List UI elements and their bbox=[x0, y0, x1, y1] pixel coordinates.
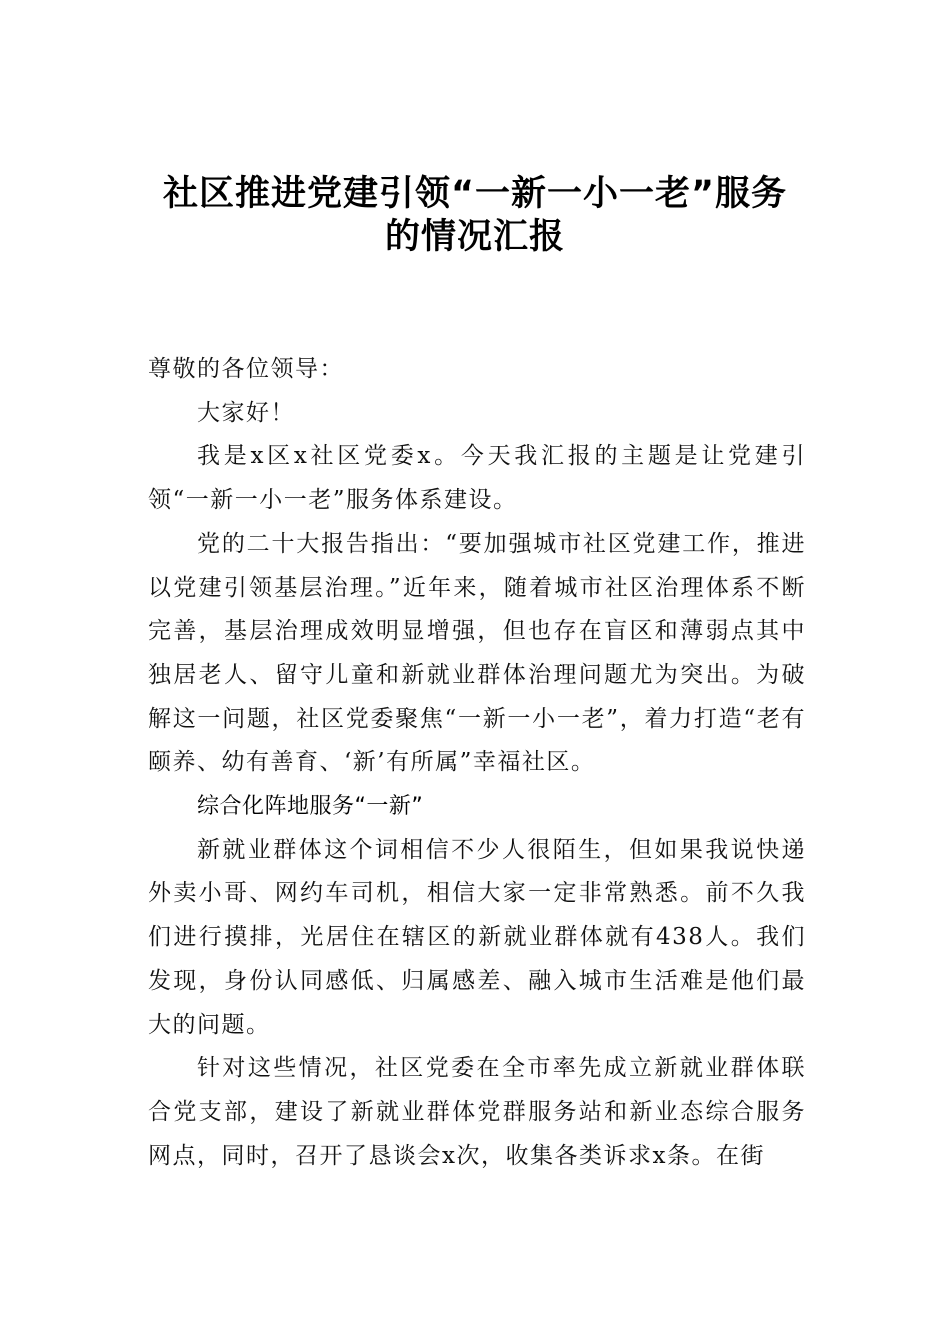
salutation: 尊敬的各位领导： bbox=[148, 356, 344, 382]
paragraph-introduction: 我是x区x社区党委x。今天我汇报的主题是让党建引领“一新一小一老”服务体系建设。 bbox=[148, 443, 806, 514]
document-title-line-2: 的情况汇报 bbox=[384, 217, 565, 257]
greeting: 大家好！ bbox=[197, 399, 295, 426]
paragraph-new-employment-group: 新就业群体这个词相信不少人很陌生，但如果我说快递外卖小哥、网约车司机，相信大家一定非常熟悉。前不久我们进行摸排，光居住在辖区的新就业群体就有438人。我们发现，身份认同感低、归属感差、融入城市生活难是他们最大的问题。 bbox=[148, 836, 806, 1038]
paragraph-party-branch-measures: 针对这些情况，社区党委在全市率先成立新就业群体联合党支部，建设了新就业群体党群服务站和新业态综合服务网点，同时，召开了恳谈会x次，收集各类诉求x条。在街 bbox=[148, 1055, 806, 1169]
document-body bbox=[148, 348, 806, 1178]
section-heading-new-employment: 综合化阵地服务“一新” bbox=[197, 794, 424, 820]
paragraph-background: 党的二十大报告指出：“要加强城市社区党建工作，推进以党建引领基层治理。”近年来，随着城市社区治理体系不断完善，基层治理成效明显增强，但也存在盲区和薄弱点其中独居老人、留守儿童和新就业群体治理问题尤为突出。为破解这一问题，社区党委聚焦“一新一小一老”，着力打造“老有颐养、幼有善育、‘新’有所属”幸福社区。 bbox=[148, 530, 806, 776]
document-title-line-1: 社区推进党建引领“一新一小一老”服务 bbox=[162, 174, 787, 214]
